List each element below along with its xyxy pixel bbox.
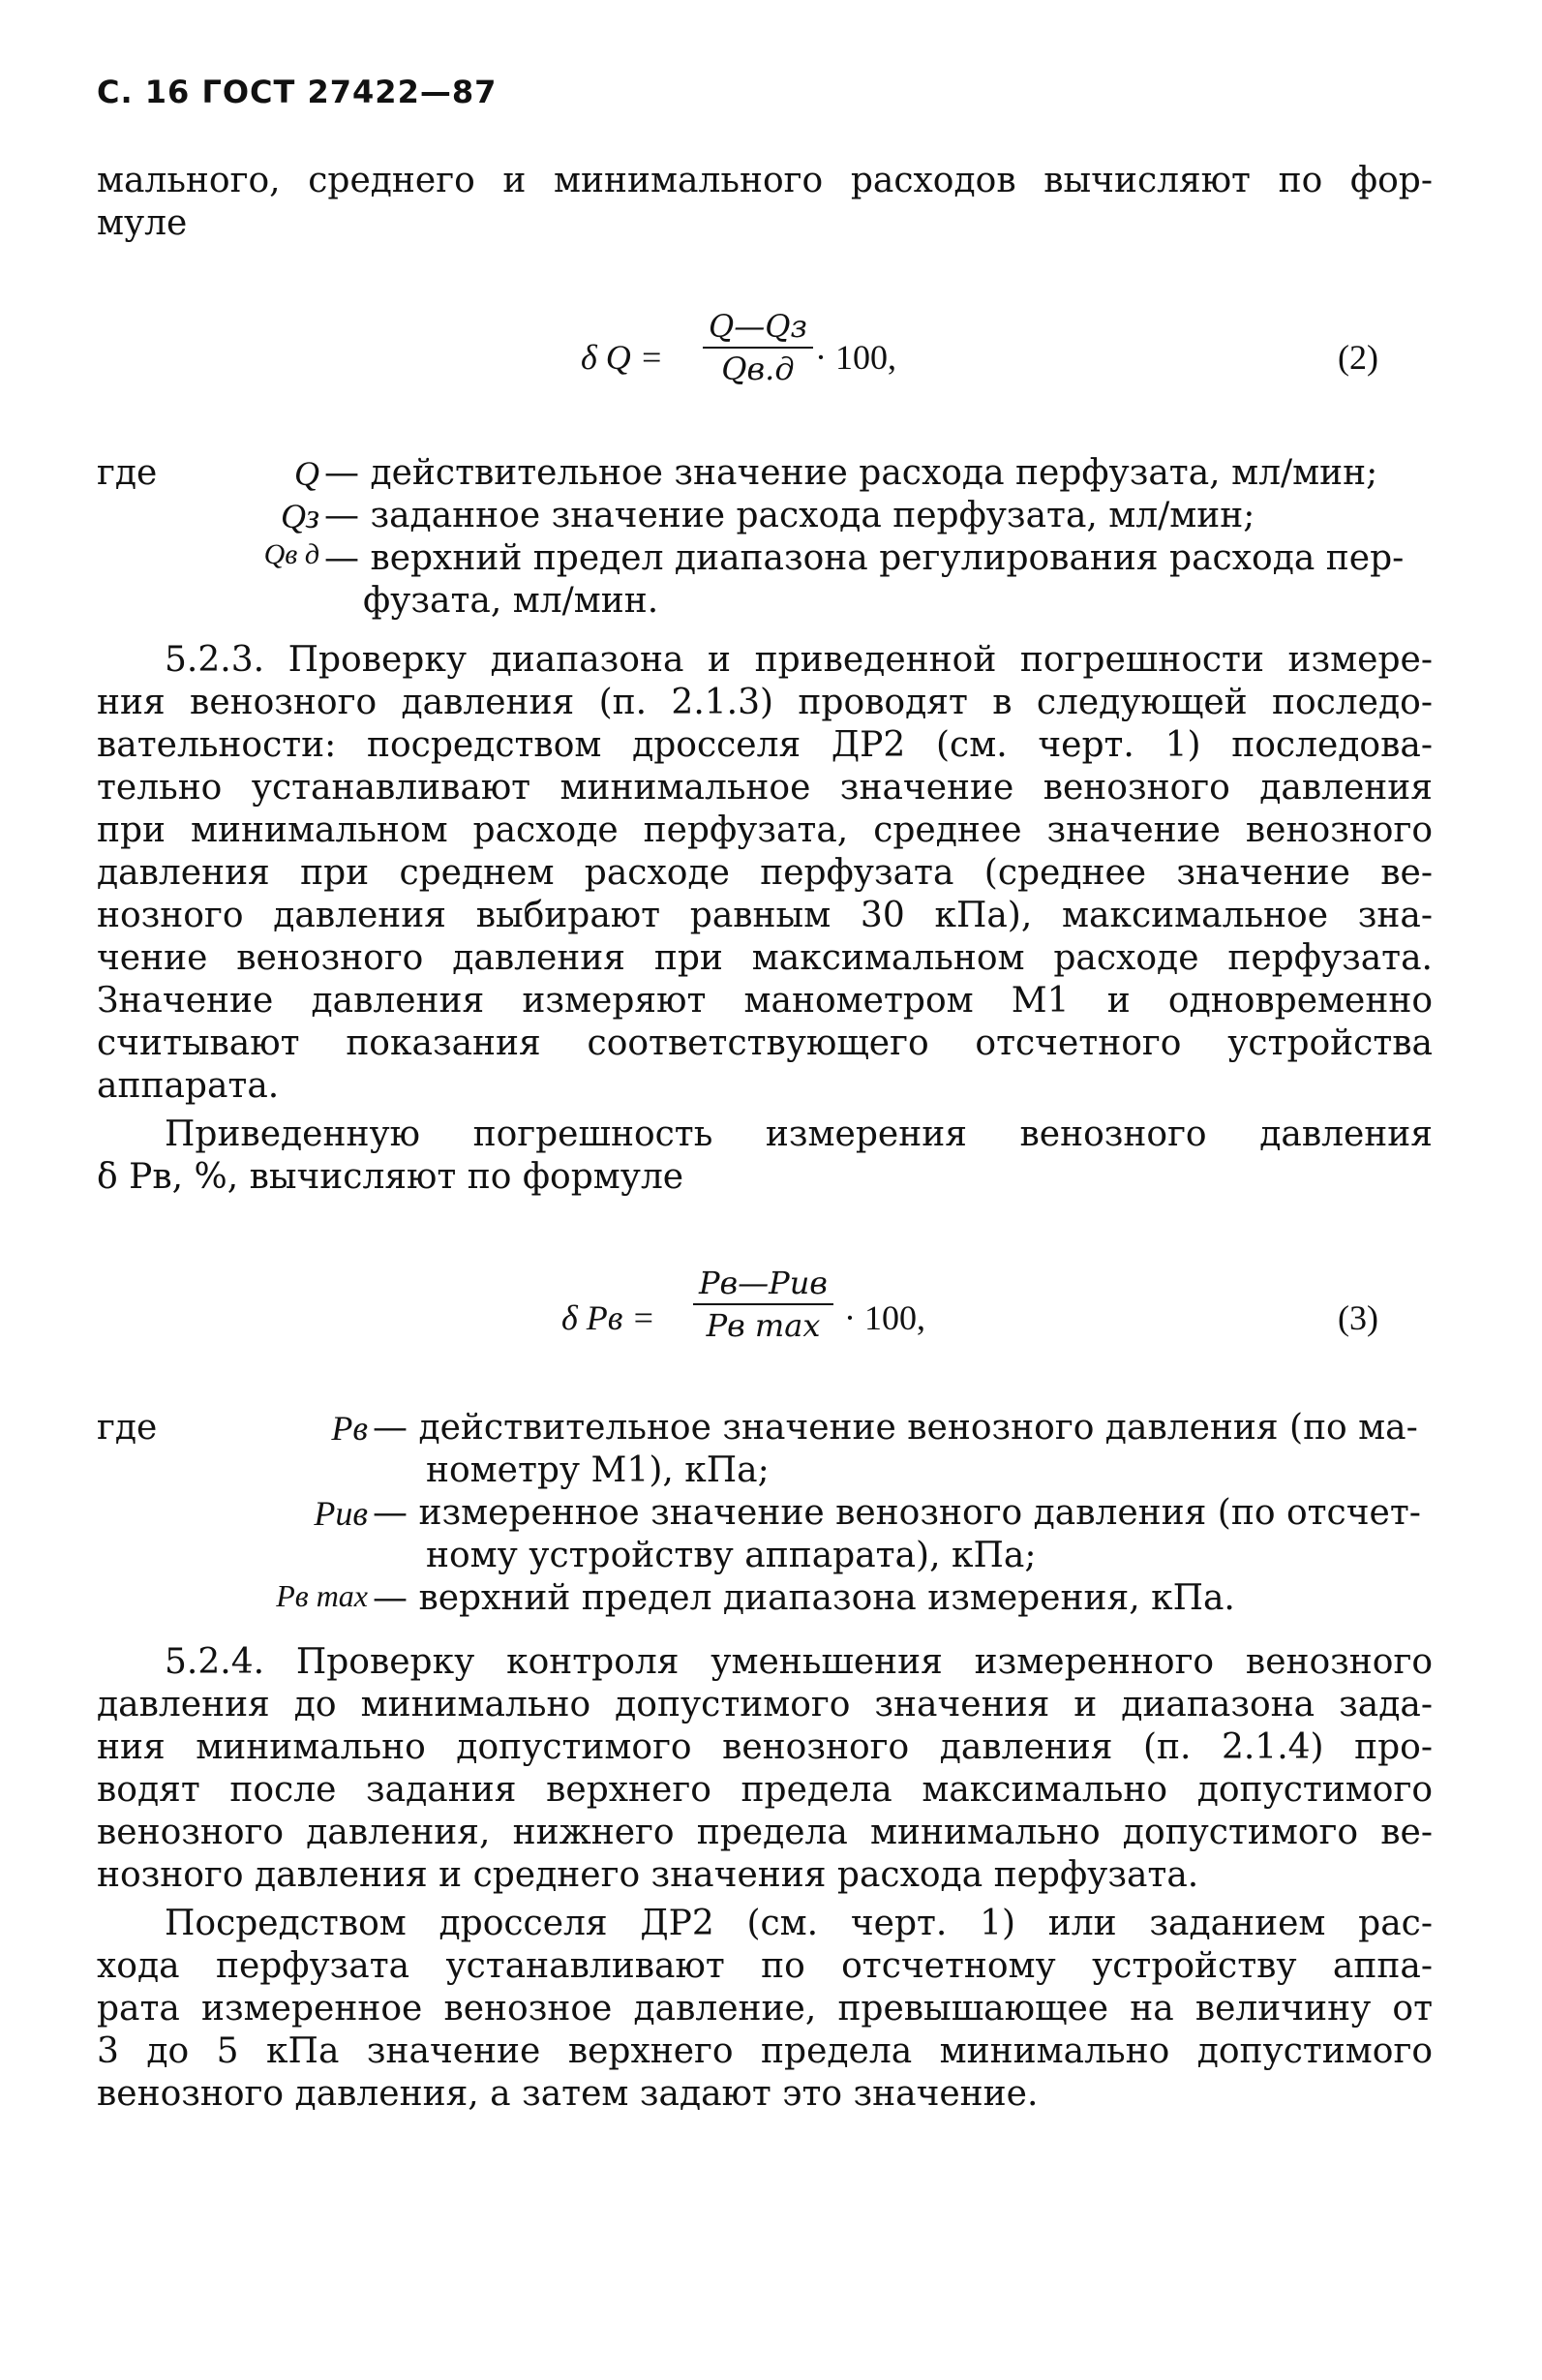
symbol: Q — [294, 454, 319, 493]
formula-number: (3) — [1338, 1298, 1378, 1337]
formula-fraction — [693, 1265, 833, 1344]
text-line: мального, среднего и минимального расходов вычисляют по фор- — [97, 161, 1433, 200]
text-line: венозного давления, нижнего предела минимально допустимого ве- — [97, 1813, 1433, 1852]
symbol-description: — действительное значение расхода перфузата, мл/мин; — [324, 453, 1378, 493]
text-line: 3 до 5 кПа значение верхнего предела минимально допустимого — [97, 2031, 1433, 2071]
where-row — [97, 538, 1433, 581]
where-row — [97, 496, 1433, 538]
text-line: давления при среднем расходе перфузата (среднее значение ве- — [97, 853, 1433, 893]
symbol-description: — верхний предел диапазона измерения, кПа. — [373, 1578, 1235, 1618]
text-line: Приведенную погрешность измерения венозного давления — [165, 1114, 1433, 1154]
where-list-2 — [97, 1408, 1433, 1621]
text-line: 5.2.3. Проверку диапазона и приведенной погрешности измере- — [165, 640, 1433, 680]
symbol: Qв д — [263, 538, 319, 570]
symbol-description: — заданное значение расхода перфузата, мл/мин; — [324, 496, 1255, 535]
page-header: С. 16 ГОСТ 27422—87 — [97, 74, 498, 110]
where-row — [97, 453, 1433, 496]
formula-lhs: δ Q = — [581, 338, 664, 377]
formula-fraction — [703, 308, 813, 387]
text-line: муле — [97, 203, 188, 243]
where-row — [97, 1493, 1433, 1536]
paragraph-5-2-3 — [97, 639, 1433, 1108]
formula-multiplier: · 100, — [815, 338, 896, 377]
text-line: тельно устанавливают минимальное значение венозного давления — [97, 768, 1433, 808]
where-row — [97, 1450, 1433, 1493]
formula-numerator: Pв—Pив — [693, 1265, 833, 1305]
where-list-1 — [97, 453, 1433, 624]
where-row — [97, 1536, 1433, 1578]
text-line: вательности: посредством дросселя ДР2 (см. черт. 1) последова- — [97, 725, 1433, 765]
text-line: ния венозного давления (п. 2.1.3) проводят в следующей последо- — [97, 683, 1433, 722]
text-line: при минимальном расходе перфузата, среднее значение венозного — [97, 810, 1433, 850]
paragraph-5-2-4 — [97, 1641, 1433, 1897]
text-line: Посредством дросселя ДР2 (см. черт. 1) или заданием рас- — [165, 1904, 1433, 1943]
formula-numerator: Q—Qз — [703, 308, 813, 349]
symbol-description-continued: фузата, мл/мин. — [363, 581, 659, 621]
formula-lhs: δ Pв = — [561, 1298, 655, 1337]
symbol-description: — действительное значение венозного давления (по ма- — [373, 1408, 1418, 1448]
paragraph-error — [97, 1114, 1433, 1199]
paragraph-final — [97, 1903, 1433, 2116]
symbol-description-continued: ному устройству аппарата), кПа; — [426, 1536, 1037, 1575]
where-row — [97, 1408, 1433, 1450]
text-line: давления до минимально допустимого значения и диапазона зада- — [97, 1685, 1433, 1724]
symbol-description: — верхний предел диапазона регулирования расхода пер- — [324, 538, 1405, 578]
text-line: чение венозного давления при максимальном расходе перфузата. — [97, 938, 1433, 978]
text-line: венозного давления, а затем задают это значение. — [97, 2074, 1039, 2114]
formula-multiplier: · 100, — [844, 1298, 925, 1337]
intro-paragraph — [97, 160, 1433, 245]
formula-denominator: Pв max — [706, 1307, 821, 1344]
where-label: где — [97, 453, 158, 493]
text-line: 5.2.4. Проверку контроля уменьшения измеренного венозного — [165, 1642, 1433, 1682]
text-line: рата измеренное венозное давление, превышающее на величину от — [97, 1989, 1433, 2029]
where-row — [97, 1578, 1433, 1621]
text-line: нозного давления выбирают равным 30 кПа), максимальное зна- — [97, 896, 1433, 935]
symbol: Pив — [314, 1494, 368, 1533]
text-line: считывают показания соответствующего отсчетного устройства — [97, 1023, 1433, 1063]
formula-denominator: Qв.д — [721, 351, 795, 387]
symbol: Pв — [331, 1409, 368, 1448]
symbol: Pв max — [276, 1578, 368, 1613]
formula-number: (2) — [1338, 338, 1378, 377]
text-line: водят после задания верхнего предела максимально допустимого — [97, 1770, 1433, 1810]
where-label: где — [97, 1408, 158, 1448]
text-line: ния минимально допустимого венозного давления (п. 2.1.4) про- — [97, 1727, 1433, 1767]
text-line: δ Pв, %, вычисляют по формуле — [97, 1157, 684, 1197]
where-row — [97, 581, 1433, 624]
symbol-description-continued: нометру М1), кПа; — [426, 1450, 770, 1490]
symbol-description: — измеренное значение венозного давления (по отсчет- — [373, 1493, 1421, 1533]
symbol: Qз — [280, 497, 319, 535]
text-line: аппарата. — [97, 1066, 280, 1106]
text-line: хода перфузата устанавливают по отсчетному устройству аппа- — [97, 1946, 1433, 1986]
text-line: Значение давления измеряют манометром М1 и одновременно — [97, 981, 1433, 1021]
text-line: нозного давления и среднего значения расхода перфузата. — [97, 1855, 1199, 1895]
